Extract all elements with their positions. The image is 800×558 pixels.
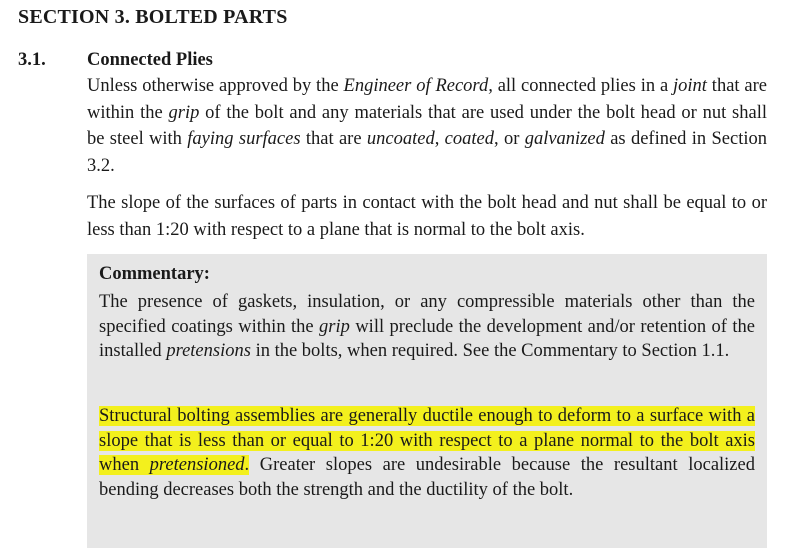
c1-term-pretensions: pretensions — [166, 341, 251, 361]
p1-term-coated: coated — [444, 129, 494, 149]
commentary-heading: Commentary: — [99, 264, 210, 284]
c1-term-grip: grip — [319, 316, 350, 337]
p1-term-galvanized: galvanized — [524, 129, 605, 149]
p1-text-4: of the bolt and any materials that are used under the bolt head or nut shall be steel with — [87, 102, 767, 149]
c2-highlight-text: Structural bolting assemblies are generally ductile enough to deform to a surface with a slope that is less than or equal to 1:20 with respect to a plane normal to the bolt axis when — [99, 406, 755, 475]
subsection-title: Connected Plies — [87, 50, 213, 70]
p1-text-2: all connected plies in a — [492, 76, 674, 96]
p1-text-3: that are within the — [87, 76, 767, 123]
paragraph-slope: The slope of the surfaces of parts in contact with the bolt head and nut shall be equal to or less than 1:20 with respect to a plane that is normal to the bolt axis. — [87, 193, 767, 240]
c1-text-1: The presence of gaskets, insulation, or any compressible materials other than the specified coatings within the — [99, 292, 755, 337]
c2-rest-text: Greater slopes are undesirable because the resultant localized bending decreases both the strength and the ductility of the bolt. — [99, 455, 755, 500]
p1-term-faying-surfaces: faying surfaces — [187, 129, 301, 149]
commentary-paragraph-gaskets — [99, 290, 755, 364]
subsection-number: 3.1. — [18, 50, 46, 70]
p1-text-6: , — [434, 129, 445, 149]
p1-term-engineer-of-record: Engineer of Record, — [343, 76, 493, 96]
p1-text-5: that are — [300, 129, 367, 149]
c1-text-3: in the bolts, when required. See the Commentary to Section 1.1. — [250, 341, 730, 361]
p1-text-1: Unless otherwise approved by the — [87, 76, 344, 96]
commentary-paragraph-ductile — [99, 404, 755, 502]
c2-highlight-end: . — [244, 455, 250, 475]
p1-text-7: , or — [493, 129, 525, 149]
section-title: SECTION 3. BOLTED PARTS — [18, 6, 288, 28]
commentary-box — [87, 254, 767, 548]
p1-text-8: as defined in Section 3.2. — [87, 129, 767, 176]
p1-term-uncoated: uncoated — [366, 129, 435, 149]
paragraph-connected-plies — [87, 73, 767, 179]
p1-term-grip: grip — [168, 102, 200, 123]
c2-term-pretensioned: pretensioned — [149, 455, 245, 475]
c1-text-2: will preclude the development and/or retention of the installed — [99, 316, 755, 361]
p1-term-joint: joint — [673, 76, 707, 96]
